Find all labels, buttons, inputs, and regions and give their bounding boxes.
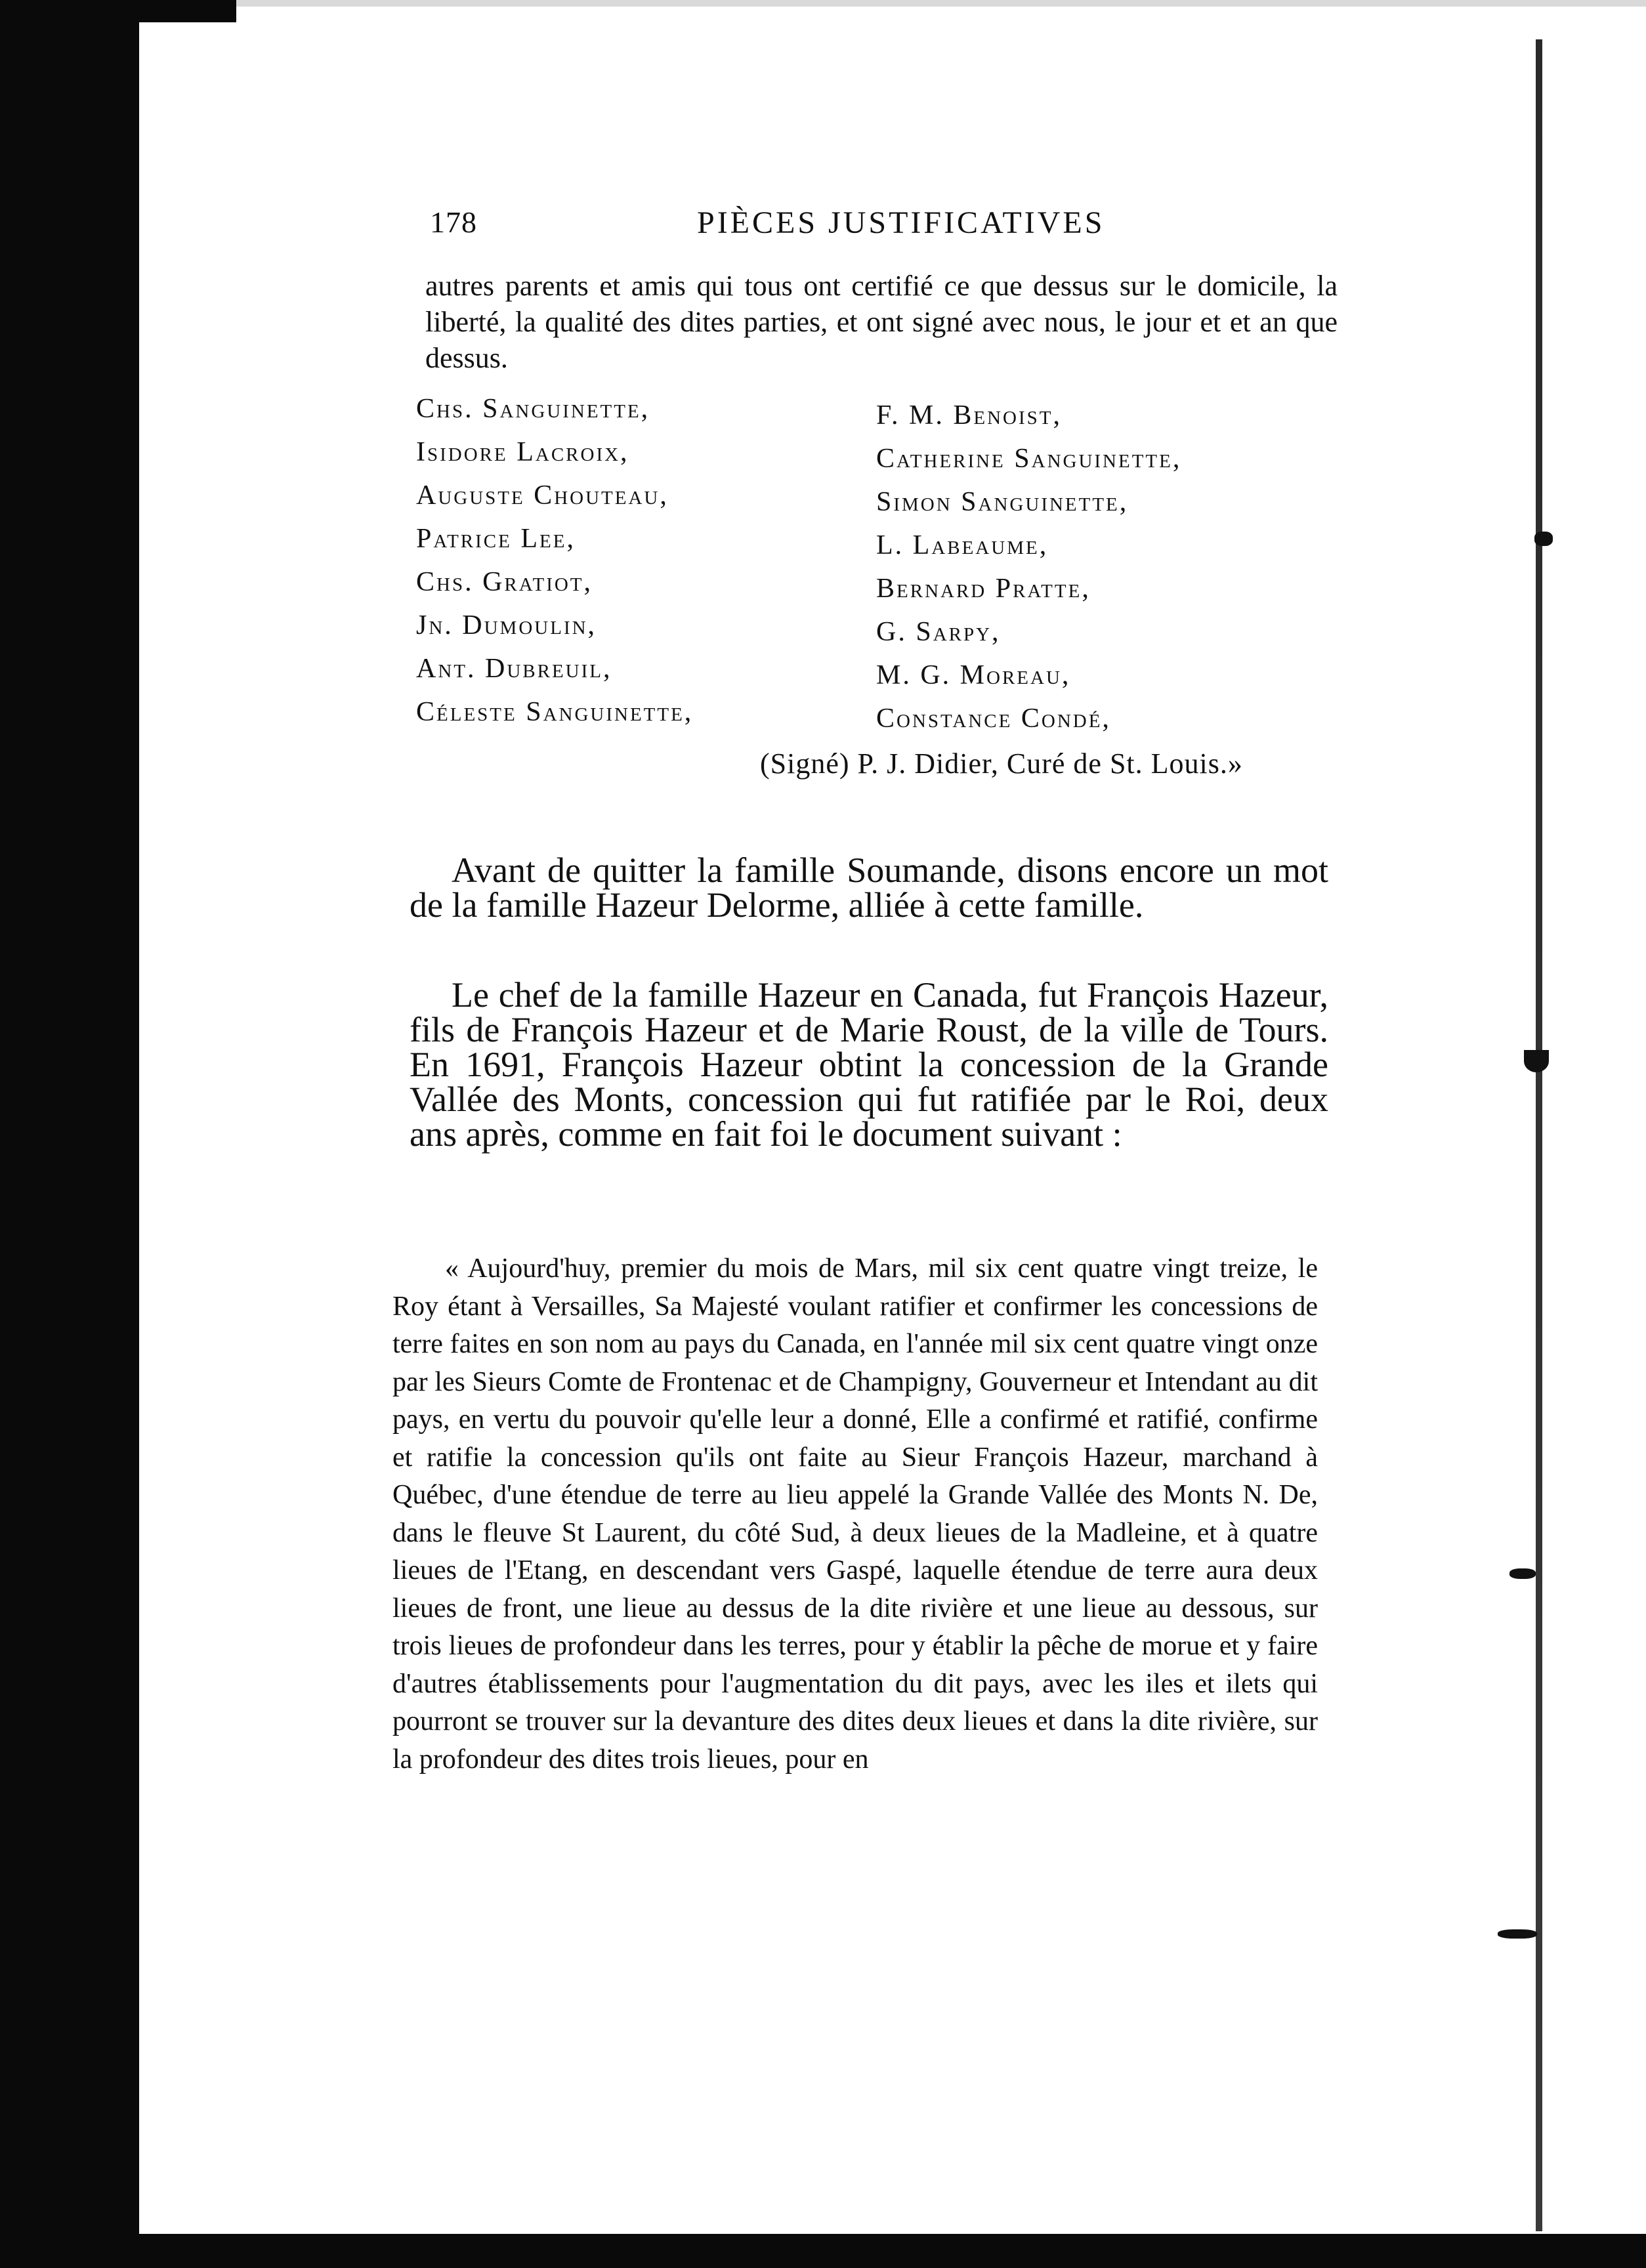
intro-paragraph: autres parents et amis qui tous ont certifié ce que dessus sur le domicile, la liberté, la qualité des dites parties, et ont signé avec nous, le jour et et an que dessus. bbox=[425, 270, 1338, 374]
edge-mark bbox=[1534, 532, 1553, 546]
signature-name: F. M. Benoist, bbox=[876, 400, 1062, 430]
running-header bbox=[430, 205, 1105, 257]
signature-name: Constance Condé, bbox=[876, 704, 1111, 734]
signature-name: L. Labeaume, bbox=[876, 530, 1049, 560]
scan-border-bottom bbox=[0, 2234, 1646, 2268]
signed-by-line: (Signé) P. J. Didier, Curé de St. Louis.» bbox=[760, 747, 1243, 780]
edge-mark bbox=[1509, 1568, 1536, 1579]
scan-border-top bbox=[0, 0, 236, 22]
signature-name: Chs. Gratiot, bbox=[416, 567, 593, 597]
edge-mark bbox=[1524, 1050, 1549, 1072]
signature-name: Catherine Sanguinette, bbox=[876, 444, 1182, 474]
page-edge-shadow bbox=[1536, 39, 1542, 2231]
signature-name: Simon Sanguinette, bbox=[876, 487, 1129, 517]
signature-name: Ant. Dubreuil, bbox=[416, 654, 612, 684]
signature-name: Céleste Sanguinette, bbox=[416, 697, 694, 727]
signature-name: Jn. Dumoulin, bbox=[416, 610, 597, 640]
signature-name: M. G. Moreau, bbox=[876, 660, 1071, 690]
scan-border-left bbox=[0, 0, 139, 2268]
running-title: PIÈCES JUSTIFICATIVES bbox=[697, 205, 1105, 240]
signature-name: G. Sarpy, bbox=[876, 617, 1001, 647]
scan-border-top-gray bbox=[236, 0, 1646, 7]
body-paragraph: Avant de quitter la famille Soumande, disons encore un mot de la famille Hazeur Delorme, alliée à cette famille. bbox=[410, 850, 1328, 925]
signature-name: Isidore Lacroix, bbox=[416, 437, 629, 467]
signatures-left-column bbox=[416, 387, 693, 734]
quoted-document-paragraph: « Aujourd'huy, premier du mois de Mars, mil six cent quatre vingt treize, le Roy étant à Versailles, Sa Majesté voulant ratifier et confirmer les concessions de terre faites en son nom au pays du Canada, en l'année mil six cent quatre vingt onze par les Sieurs Comte de Frontenac et de Champigny, Gouverneur et Intendant au dit pays, en vertu du pouvoir qu'elle leur a donné, Elle a confirmé et ratifié, confirme et ratifie la concession qu'ils ont faite au Sieur François Hazeur, marchand à Québec, d'une étendue de terre au lieu appelé la Grande Vallée des Monts N. De, dans le fleuve St Laurent, du côté Sud, à deux lieues de la Madleine, et à quatre lieues de l'Etang, en descendant vers Gaspé, laquelle étendue de terre aura deux lieues de front, une lieue au dessus de la dite rivière et une lieue au dessous, sur trois lieues de profondeur dans les terres, pour y établir la pêche de morue et y faire d'autres établissements pour l'augmentation du dit pays, avec les iles et ilets qui pourront se trouver sur la devanture des dites deux lieues et dans la dite rivière, sur la profondeur des dites trois lieues, pour en bbox=[392, 1253, 1318, 1774]
signature-name: Bernard Pratte, bbox=[876, 574, 1091, 604]
page-number: 178 bbox=[430, 205, 477, 239]
signature-name: Patrice Lee, bbox=[416, 524, 576, 554]
edge-mark bbox=[1498, 1929, 1537, 1939]
signature-name: Auguste Chouteau, bbox=[416, 480, 669, 511]
body-paragraph: Le chef de la famille Hazeur en Canada, fut François Hazeur, fils de François Hazeur et de Marie Roust, de la ville de Tours. En 1691, François Hazeur obtint la concession de la Grande Vallée des Monts, concession qui fut ratifiée par le Roi, deux ans après, comme en fait foi le document suivant : bbox=[410, 975, 1328, 1154]
signatures-right-column bbox=[876, 394, 1181, 740]
signature-name: Chs. Sanguinette, bbox=[416, 394, 650, 424]
